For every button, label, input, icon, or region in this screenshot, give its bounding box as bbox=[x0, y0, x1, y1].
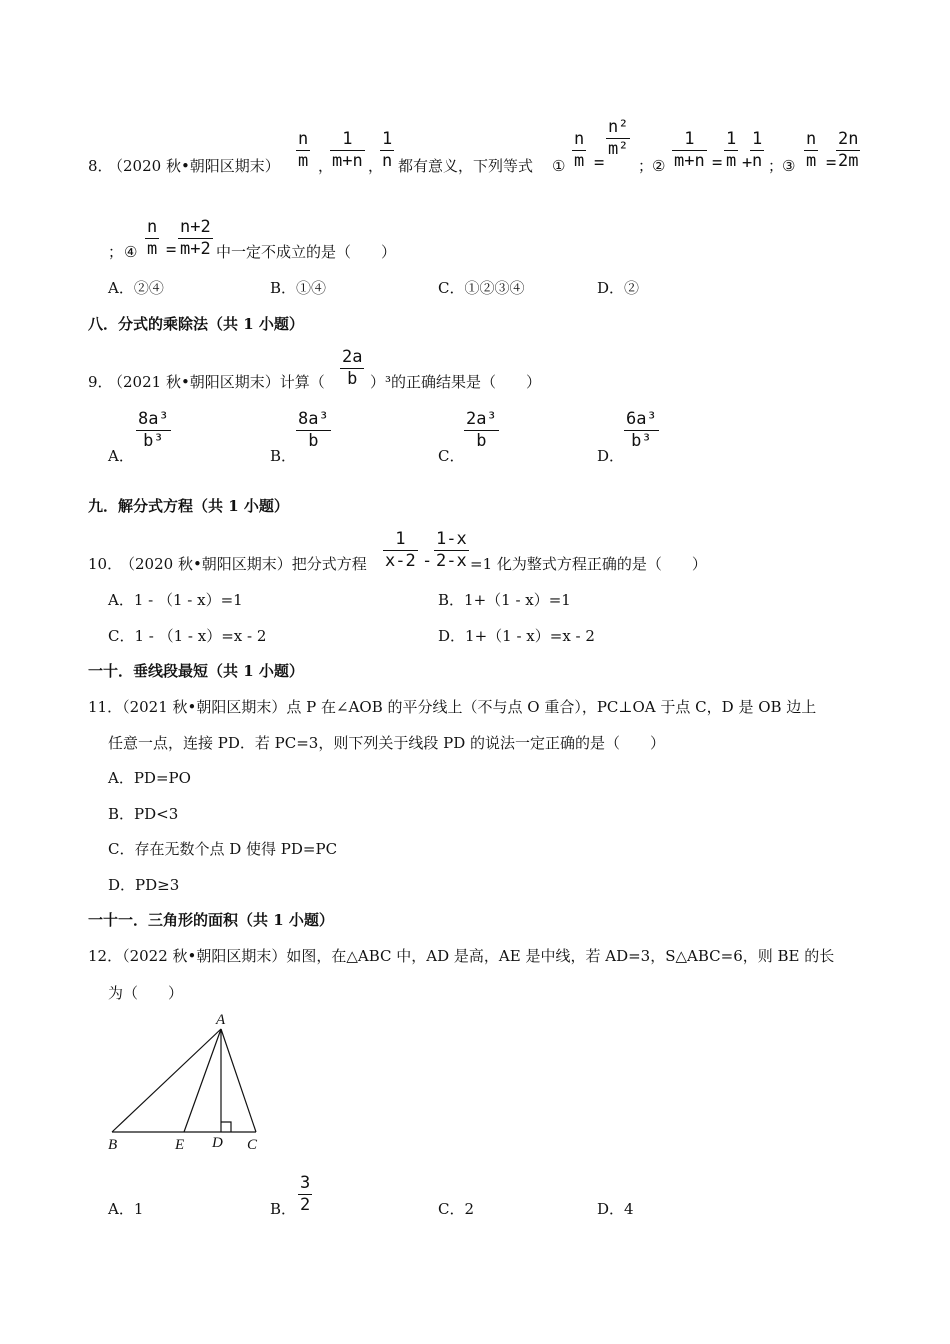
q9-option-b-frac[interactable]: 8a³ b bbox=[298, 409, 329, 451]
frac-n-m-eq1: n m bbox=[574, 129, 585, 171]
q9-number: 9． bbox=[88, 373, 113, 391]
q8-option-a[interactable]: A．②④ bbox=[108, 279, 164, 297]
q10-option-c[interactable]: C．1 - （1 - x）=x - 2 bbox=[108, 627, 267, 645]
label-c: C bbox=[247, 1137, 258, 1153]
q9-option-a-label[interactable]: A． bbox=[108, 447, 134, 465]
section-11-heading: 一十一．三角形的面积（共 1 小题） bbox=[88, 911, 334, 929]
frac-n-m: n m bbox=[298, 129, 309, 171]
q12-option-a[interactable]: A．1 bbox=[108, 1200, 144, 1218]
q11-line1: 11．（2021 秋•朝阳区期末）点 P 在∠AOB 的平分线上（不与点 O 重合），PC⊥OA 于点 C，D 是 OB 边上 bbox=[88, 698, 817, 716]
frac-n2-m2-plus: n+2 m+2 bbox=[180, 217, 211, 259]
q11-option-d[interactable]: D．PD≥3 bbox=[108, 876, 180, 894]
q10-option-d[interactable]: D．1+（1 - x）=x - 2 bbox=[438, 627, 595, 645]
q8-text-a: 都有意义，下列等式 bbox=[398, 157, 534, 175]
q9-tail: ）³的正确结果是（ ） bbox=[370, 373, 542, 391]
equals: = bbox=[594, 153, 605, 173]
right-angle-mark bbox=[221, 1122, 231, 1132]
label-d: D bbox=[212, 1135, 223, 1151]
frac-n2-m2: n² m² bbox=[608, 117, 629, 159]
q8-option-c[interactable]: C．①②③④ bbox=[438, 279, 525, 297]
circle-2: ② bbox=[652, 157, 666, 175]
semicolon: ； bbox=[638, 157, 654, 175]
q12-option-b-frac[interactable]: 3 2 bbox=[300, 1173, 311, 1215]
q12-line1: 12．（2022 秋•朝阳区期末）如图，在△ABC 中，AD 是高，AE 是中线，若 AD=3，S△ABC=6，则 BE 的长 bbox=[88, 947, 835, 965]
q9-option-c-label[interactable]: C． bbox=[438, 447, 465, 465]
frac-1-mn-eq2: 1 m+n bbox=[674, 129, 705, 171]
q9-option-b-label[interactable]: B． bbox=[270, 447, 297, 465]
frac-n-m-eq4: n m bbox=[147, 217, 158, 259]
frac-2n-2m: 2n 2m bbox=[838, 129, 859, 171]
comma: ， bbox=[368, 157, 384, 175]
label-e: E bbox=[175, 1137, 185, 1153]
q11-option-b[interactable]: B．PD<3 bbox=[108, 805, 179, 823]
equals: = bbox=[712, 153, 723, 173]
q9-option-d-label[interactable]: D． bbox=[597, 447, 625, 465]
side-ab bbox=[112, 1029, 221, 1132]
q12-line2: 为（ ） bbox=[108, 984, 184, 1002]
q10-option-b[interactable]: B．1+（1 - x）=1 bbox=[438, 591, 571, 609]
q8-option-b[interactable]: B．①④ bbox=[270, 279, 327, 297]
frac-1-x2: 1 x-2 bbox=[385, 529, 416, 571]
q11-option-c[interactable]: C．存在无数个点 D 使得 PD=PC bbox=[108, 840, 338, 858]
q10-tail: =1 化为整式方程正确的是（ ） bbox=[470, 555, 707, 573]
q9-option-a-frac[interactable]: 8a³ b³ bbox=[138, 409, 169, 451]
q8-number: 8． bbox=[88, 157, 113, 175]
q10-option-a[interactable]: A．1 - （1 - x）=1 bbox=[108, 591, 243, 609]
equals: = bbox=[826, 153, 837, 173]
frac-n-m-eq3: n m bbox=[806, 129, 817, 171]
q12-option-b-label[interactable]: B． bbox=[270, 1200, 297, 1218]
median-ae bbox=[184, 1029, 221, 1132]
frac-1-m: 1 m bbox=[726, 129, 737, 171]
circle-1: ① bbox=[552, 157, 566, 175]
q10-number: 10． bbox=[88, 555, 123, 573]
q8-text-b: 中一定不成立的是（ ） bbox=[216, 243, 397, 261]
side-ac bbox=[221, 1029, 256, 1132]
circle-4: ④ bbox=[124, 243, 138, 261]
triangle-figure bbox=[100, 1008, 280, 1158]
q12-option-d[interactable]: D．4 bbox=[597, 1200, 634, 1218]
q12-option-c[interactable]: C．2 bbox=[438, 1200, 475, 1218]
frac-1-n-2: 1 n bbox=[752, 129, 763, 171]
q9-option-d-frac[interactable]: 6a³ b³ bbox=[626, 409, 657, 451]
q9-source: （2021 秋•朝阳区期末）计算（ bbox=[108, 373, 325, 391]
frac-1x-2x: 1-x 2-x bbox=[436, 529, 467, 571]
frac-1-mn: 1 m+n bbox=[332, 129, 363, 171]
equals: = bbox=[166, 240, 177, 260]
q9-option-c-frac[interactable]: 2a³ b bbox=[466, 409, 497, 451]
section-10-heading: 一十．垂线段最短（共 1 小题） bbox=[88, 662, 304, 680]
q11-option-a[interactable]: A．PD=PO bbox=[108, 769, 191, 787]
semicolon: ； bbox=[768, 157, 784, 175]
q8-source: （2020 秋•朝阳区期末） bbox=[108, 157, 280, 175]
circle-3: ③ bbox=[782, 157, 796, 175]
q8-option-d[interactable]: D．② bbox=[597, 279, 640, 297]
frac-1-n: 1 n bbox=[382, 129, 393, 171]
comma: ， bbox=[318, 157, 334, 175]
plus: + bbox=[742, 153, 753, 173]
minus: - bbox=[422, 551, 433, 571]
frac-2a-b: 2a b bbox=[342, 347, 363, 389]
semicolon: ； bbox=[108, 243, 124, 261]
section-9-heading: 九．解分式方程（共 1 小题） bbox=[88, 497, 289, 515]
q10-source: （2020 秋•朝阳区期末）把分式方程 bbox=[120, 555, 367, 573]
label-a: A bbox=[216, 1012, 226, 1028]
q11-line2: 任意一点，连接 PD．若 PC=3，则下列关于线段 PD 的说法一定正确的是（ ） bbox=[108, 734, 665, 752]
label-b: B bbox=[108, 1137, 118, 1153]
section-8-heading: 八．分式的乘除法（共 1 小题） bbox=[88, 315, 304, 333]
